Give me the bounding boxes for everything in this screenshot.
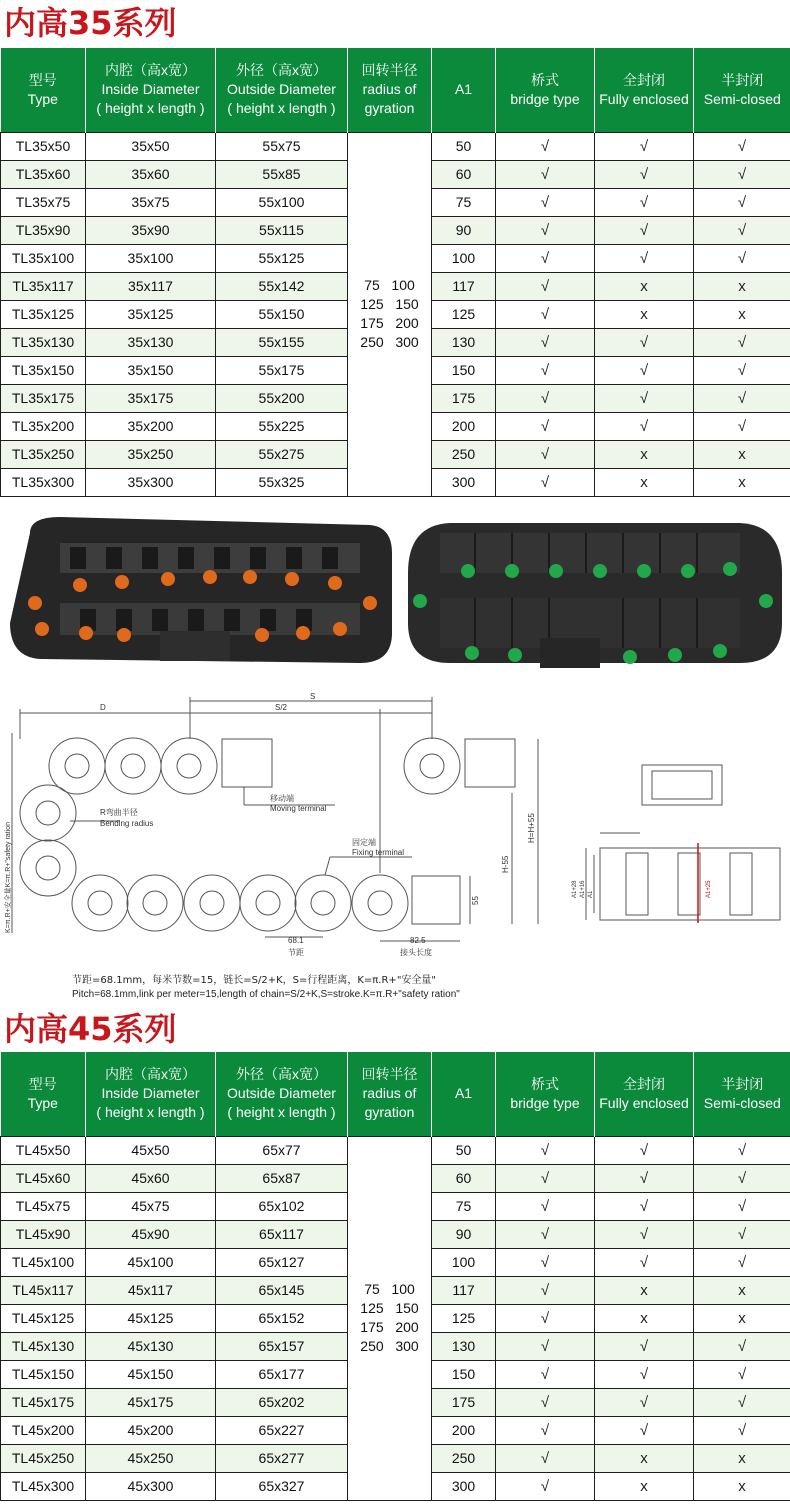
cell-inside: 35x130 xyxy=(86,328,216,356)
cell-type: TL45x100 xyxy=(1,1248,86,1276)
product-photos xyxy=(0,503,790,693)
cell-inside: 45x150 xyxy=(86,1360,216,1388)
cell-semi-closed: x xyxy=(694,1304,790,1332)
cell-type: TL35x175 xyxy=(1,384,86,412)
cell-bridge: √ xyxy=(496,412,595,440)
cell-type: TL35x75 xyxy=(1,188,86,216)
header-inside-diameter: 内腔（高x宽） Inside Diameter ( height x length ) xyxy=(86,1052,216,1136)
cell-inside: 35x200 xyxy=(86,412,216,440)
cell-bridge: √ xyxy=(496,1136,595,1164)
cell-semi-closed: √ xyxy=(694,1136,790,1164)
cell-a1: 90 xyxy=(432,216,496,244)
cell-semi-closed: √ xyxy=(694,1360,790,1388)
cell-inside: 45x300 xyxy=(86,1472,216,1500)
cell-fully-enclosed: √ xyxy=(595,1248,694,1276)
label-bending-en: Bending radius xyxy=(100,819,154,828)
cell-radius: 75 100 125 150 175 200 250 300 xyxy=(348,132,432,496)
cell-a1: 175 xyxy=(432,384,496,412)
cell-outside: 55x325 xyxy=(216,468,348,496)
cell-fully-enclosed: x xyxy=(595,440,694,468)
cell-semi-closed: x xyxy=(694,440,790,468)
note-cn: 节距=68.1mm，每米节数=15，链长=S/2+K，S=行程距离，K=π.R+"安全量" xyxy=(72,975,437,986)
cell-outside: 65x227 xyxy=(216,1416,348,1444)
cell-inside: 35x175 xyxy=(86,384,216,412)
label-fixing-cn: 固定端 xyxy=(352,838,376,847)
cell-outside: 55x85 xyxy=(216,160,348,188)
cell-outside: 55x125 xyxy=(216,244,348,272)
cell-bridge: √ xyxy=(496,356,595,384)
cell-fully-enclosed: √ xyxy=(595,412,694,440)
cell-a1: 130 xyxy=(432,328,496,356)
header-semi-closed: 半封闭 Semi-closed xyxy=(694,1052,790,1136)
cell-outside: 55x115 xyxy=(216,216,348,244)
cell-outside: 65x202 xyxy=(216,1388,348,1416)
cell-semi-closed: x xyxy=(694,468,790,496)
cell-bridge: √ xyxy=(496,188,595,216)
cell-type: TL45x300 xyxy=(1,1472,86,1500)
cell-outside: 55x142 xyxy=(216,272,348,300)
cell-a1: 250 xyxy=(432,440,496,468)
cell-type: TL35x90 xyxy=(1,216,86,244)
header-fully-enclosed: 全封闭 Fully enclosed xyxy=(595,1052,694,1136)
series35-title: 内高35系列 xyxy=(4,4,177,42)
cell-a1: 60 xyxy=(432,1164,496,1192)
cell-outside: 65x87 xyxy=(216,1164,348,1192)
cell-a1: 200 xyxy=(432,1416,496,1444)
cell-inside: 35x60 xyxy=(86,160,216,188)
cell-bridge: √ xyxy=(496,1472,595,1500)
cell-semi-closed: x xyxy=(694,1276,790,1304)
cell-outside: 55x275 xyxy=(216,440,348,468)
cell-fully-enclosed: x xyxy=(595,272,694,300)
cell-fully-enclosed: √ xyxy=(595,1164,694,1192)
cell-bridge: √ xyxy=(496,272,595,300)
cell-bridge: √ xyxy=(496,1192,595,1220)
cell-fully-enclosed: x xyxy=(595,1472,694,1500)
cell-outside: 65x117 xyxy=(216,1220,348,1248)
cell-a1: 75 xyxy=(432,1192,496,1220)
label-55: 55 xyxy=(471,896,480,905)
cell-inside: 35x50 xyxy=(86,132,216,160)
cell-outside: 65x277 xyxy=(216,1444,348,1472)
cell-type: TL45x200 xyxy=(1,1416,86,1444)
cell-fully-enclosed: √ xyxy=(595,216,694,244)
cell-inside: 45x75 xyxy=(86,1192,216,1220)
cell-bridge: √ xyxy=(496,1360,595,1388)
cell-type: TL45x117 xyxy=(1,1276,86,1304)
label-a1-28: A1+28 xyxy=(572,880,578,898)
cell-bridge: √ xyxy=(496,1388,595,1416)
dimension-diagram xyxy=(0,693,790,1015)
cell-semi-closed: √ xyxy=(694,1332,790,1360)
cell-bridge: √ xyxy=(496,1304,595,1332)
cell-inside: 35x100 xyxy=(86,244,216,272)
cell-a1: 150 xyxy=(432,356,496,384)
cell-fully-enclosed: x xyxy=(595,468,694,496)
cell-inside: 35x150 xyxy=(86,356,216,384)
cell-fully-enclosed: √ xyxy=(595,1360,694,1388)
cell-semi-closed: √ xyxy=(694,328,790,356)
cell-bridge: √ xyxy=(496,300,595,328)
cell-fully-enclosed: √ xyxy=(595,1416,694,1444)
cell-bridge: √ xyxy=(496,1276,595,1304)
cell-inside: 45x200 xyxy=(86,1416,216,1444)
table-row xyxy=(1,132,790,160)
header-outside-diameter: 外径（高x宽） Outside Diameter ( height x length ) xyxy=(216,1052,348,1136)
note-en: Pitch=68.1mm,link per meter=15,length of chain=S/2+K,S=stroke.K=π.R+"safety ration" xyxy=(72,989,460,1000)
label-a1-16: A1+16 xyxy=(580,880,586,898)
cell-inside: 45x125 xyxy=(86,1304,216,1332)
cell-outside: 55x155 xyxy=(216,328,348,356)
cell-semi-closed: √ xyxy=(694,1164,790,1192)
cell-a1: 100 xyxy=(432,1248,496,1276)
cell-radius: 75 100 125 150 175 200 250 300 xyxy=(348,1136,432,1500)
green-chain-photo xyxy=(408,523,782,668)
label-joint-value: 82.5 xyxy=(410,936,426,945)
cell-bridge: √ xyxy=(496,1164,595,1192)
header-a1: A1 xyxy=(432,1052,496,1136)
cell-bridge: √ xyxy=(496,1444,595,1472)
label-a1: A1 xyxy=(588,890,594,898)
header-radius: 回转半径 radius of gyration xyxy=(348,1052,432,1136)
cell-type: TL45x250 xyxy=(1,1444,86,1472)
label-h55: H-55 xyxy=(501,855,510,873)
cell-type: TL35x125 xyxy=(1,300,86,328)
label-bending-cn: R弯曲半径 xyxy=(100,808,138,817)
cell-inside: 45x175 xyxy=(86,1388,216,1416)
header-inside-diameter: 内腔（高x宽） Inside Diameter ( height x length ) xyxy=(86,48,216,132)
cell-inside: 45x60 xyxy=(86,1164,216,1192)
label-s2: S/2 xyxy=(275,703,288,712)
cell-semi-closed: x xyxy=(694,272,790,300)
cell-a1: 300 xyxy=(432,468,496,496)
series45-table xyxy=(0,1052,790,1501)
cell-a1: 50 xyxy=(432,1136,496,1164)
cell-type: TL35x130 xyxy=(1,328,86,356)
cell-type: TL45x130 xyxy=(1,1332,86,1360)
cell-fully-enclosed: x xyxy=(595,1276,694,1304)
cell-type: TL45x175 xyxy=(1,1388,86,1416)
cell-a1: 125 xyxy=(432,1304,496,1332)
cell-type: TL35x150 xyxy=(1,356,86,384)
cell-a1: 130 xyxy=(432,1332,496,1360)
cell-bridge: √ xyxy=(496,216,595,244)
cell-semi-closed: √ xyxy=(694,1248,790,1276)
cell-fully-enclosed: √ xyxy=(595,244,694,272)
cell-type: TL45x90 xyxy=(1,1220,86,1248)
cell-inside: 35x75 xyxy=(86,188,216,216)
cell-outside: 55x225 xyxy=(216,412,348,440)
cell-fully-enclosed: √ xyxy=(595,1332,694,1360)
cell-type: TL35x100 xyxy=(1,244,86,272)
cell-a1: 250 xyxy=(432,1444,496,1472)
cell-bridge: √ xyxy=(496,1416,595,1444)
cell-semi-closed: x xyxy=(694,1444,790,1472)
header-a1: A1 xyxy=(432,48,496,132)
cell-a1: 60 xyxy=(432,160,496,188)
cell-semi-closed: √ xyxy=(694,132,790,160)
cell-fully-enclosed: √ xyxy=(595,384,694,412)
cell-semi-closed: √ xyxy=(694,356,790,384)
header-bridge: 桥式 bridge type xyxy=(496,48,595,132)
cell-outside: 65x102 xyxy=(216,1192,348,1220)
label-joint-cn: 接头长度 xyxy=(400,948,432,957)
cell-inside: 45x117 xyxy=(86,1276,216,1304)
cell-inside: 45x250 xyxy=(86,1444,216,1472)
cell-type: TL35x200 xyxy=(1,412,86,440)
cell-inside: 35x90 xyxy=(86,216,216,244)
cell-semi-closed: x xyxy=(694,1472,790,1500)
cell-outside: 65x327 xyxy=(216,1472,348,1500)
cell-fully-enclosed: √ xyxy=(595,132,694,160)
label-fixing-en: Fixing terminal xyxy=(352,848,405,857)
cell-outside: 55x175 xyxy=(216,356,348,384)
cell-semi-closed: √ xyxy=(694,244,790,272)
cell-bridge: √ xyxy=(496,132,595,160)
label-s: S xyxy=(310,693,316,701)
cell-type: TL45x75 xyxy=(1,1192,86,1220)
cell-inside: 35x300 xyxy=(86,468,216,496)
cell-outside: 65x145 xyxy=(216,1276,348,1304)
cell-semi-closed: √ xyxy=(694,188,790,216)
header-type: 型号 Type xyxy=(1,48,86,132)
cell-type: TL35x117 xyxy=(1,272,86,300)
cell-a1: 117 xyxy=(432,272,496,300)
cell-a1: 125 xyxy=(432,300,496,328)
cell-semi-closed: √ xyxy=(694,1388,790,1416)
cell-fully-enclosed: √ xyxy=(595,1192,694,1220)
label-hh55: H=H+55 xyxy=(527,813,536,843)
cell-outside: 55x100 xyxy=(216,188,348,216)
cell-outside: 55x75 xyxy=(216,132,348,160)
cell-semi-closed: √ xyxy=(694,384,790,412)
cell-type: TL35x300 xyxy=(1,468,86,496)
cell-bridge: √ xyxy=(496,1248,595,1276)
header-radius: 回转半径 radius of gyration xyxy=(348,48,432,132)
cell-semi-closed: √ xyxy=(694,160,790,188)
cell-semi-closed: √ xyxy=(694,412,790,440)
cell-a1: 300 xyxy=(432,1472,496,1500)
table-row xyxy=(1,1136,790,1164)
cell-semi-closed: √ xyxy=(694,216,790,244)
header-fully-enclosed: 全封闭 Fully enclosed xyxy=(595,48,694,132)
cell-a1: 117 xyxy=(432,1276,496,1304)
series35-table xyxy=(0,48,790,497)
cell-outside: 55x200 xyxy=(216,384,348,412)
cell-type: TL45x150 xyxy=(1,1360,86,1388)
cell-type: TL35x250 xyxy=(1,440,86,468)
label-d: D xyxy=(100,703,106,712)
cell-outside: 65x157 xyxy=(216,1332,348,1360)
cell-fully-enclosed: √ xyxy=(595,1388,694,1416)
cell-bridge: √ xyxy=(496,244,595,272)
cell-fully-enclosed: √ xyxy=(595,1136,694,1164)
cell-a1: 50 xyxy=(432,132,496,160)
cell-outside: 65x127 xyxy=(216,1248,348,1276)
cell-a1: 150 xyxy=(432,1360,496,1388)
cell-bridge: √ xyxy=(496,440,595,468)
cell-inside: 35x117 xyxy=(86,272,216,300)
header-outside-diameter: 外径（高x宽） Outside Diameter ( height x length ) xyxy=(216,48,348,132)
label-pitch-value: 68.1 xyxy=(288,936,304,945)
cell-fully-enclosed: √ xyxy=(595,356,694,384)
cell-fully-enclosed: √ xyxy=(595,160,694,188)
cell-inside: 45x90 xyxy=(86,1220,216,1248)
cell-fully-enclosed: √ xyxy=(595,1220,694,1248)
cell-a1: 75 xyxy=(432,188,496,216)
cell-type: TL35x50 xyxy=(1,132,86,160)
label-k-formula: K=π.R+安全量K=π.R+"safety ration xyxy=(5,822,12,933)
cell-type: TL45x60 xyxy=(1,1164,86,1192)
cell-inside: 45x100 xyxy=(86,1248,216,1276)
cell-inside: 45x50 xyxy=(86,1136,216,1164)
cell-bridge: √ xyxy=(496,1332,595,1360)
cell-fully-enclosed: √ xyxy=(595,328,694,356)
label-moving-en: Moving terminal xyxy=(270,804,327,813)
cell-inside: 45x130 xyxy=(86,1332,216,1360)
cell-a1: 200 xyxy=(432,412,496,440)
cell-bridge: √ xyxy=(496,468,595,496)
cell-type: TL45x125 xyxy=(1,1304,86,1332)
cell-inside: 35x125 xyxy=(86,300,216,328)
cell-fully-enclosed: √ xyxy=(595,188,694,216)
label-pitch-cn: 节距 xyxy=(288,948,304,957)
cell-a1: 100 xyxy=(432,244,496,272)
cell-outside: 55x150 xyxy=(216,300,348,328)
cell-bridge: √ xyxy=(496,328,595,356)
series45-title: 内高45系列 xyxy=(4,1010,177,1048)
cell-semi-closed: √ xyxy=(694,1220,790,1248)
cell-a1: 175 xyxy=(432,1388,496,1416)
cell-semi-closed: √ xyxy=(694,1416,790,1444)
header-semi-closed: 半封闭 Semi-closed xyxy=(694,48,790,132)
cell-semi-closed: √ xyxy=(694,1192,790,1220)
cell-outside: 65x77 xyxy=(216,1136,348,1164)
cell-bridge: √ xyxy=(496,1220,595,1248)
header-type: 型号 Type xyxy=(1,1052,86,1136)
cell-a1: 90 xyxy=(432,1220,496,1248)
header-bridge: 桥式 bridge type xyxy=(496,1052,595,1136)
cell-bridge: √ xyxy=(496,384,595,412)
cell-fully-enclosed: x xyxy=(595,1304,694,1332)
cell-fully-enclosed: x xyxy=(595,1444,694,1472)
cell-type: TL35x60 xyxy=(1,160,86,188)
cell-outside: 65x152 xyxy=(216,1304,348,1332)
cell-bridge: √ xyxy=(496,160,595,188)
label-a1-25: A1+25 xyxy=(706,880,712,898)
cell-outside: 65x177 xyxy=(216,1360,348,1388)
cell-inside: 35x250 xyxy=(86,440,216,468)
cell-type: TL45x50 xyxy=(1,1136,86,1164)
cell-semi-closed: x xyxy=(694,300,790,328)
cell-fully-enclosed: x xyxy=(595,300,694,328)
label-moving-cn: 移动端 xyxy=(270,794,294,803)
orange-chain-photo xyxy=(10,517,392,663)
